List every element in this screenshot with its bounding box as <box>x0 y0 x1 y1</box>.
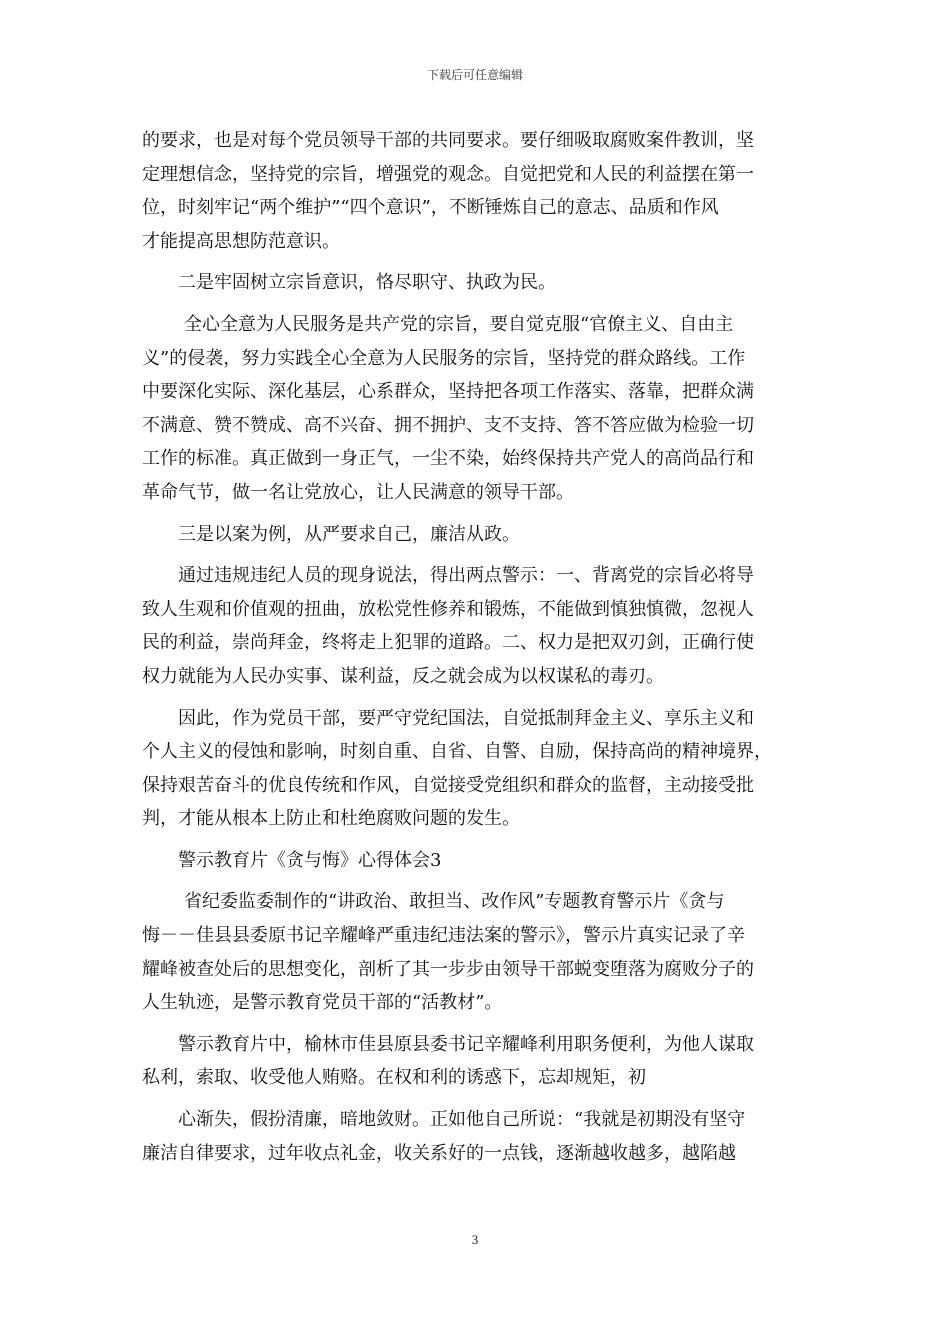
text-line: 因此，作为党员干部，要严守党纪国法，自觉抵制拜金主义、享乐主义和 <box>178 707 754 729</box>
text-line: 中要深化实际、深化基层，心系群众，坚持把各项工作落实、落靠，把群众满 <box>142 381 754 403</box>
text-line: 才能提高思想防范意识。 <box>142 230 340 252</box>
text-line: 警示教育片中，榆林市佳县原县委书记辛耀峰利用职务便利，为他人谋取 <box>178 1033 754 1055</box>
text-line: 致人生观和价值观的扭曲，放松党性修养和锻炼，不能做到慎独慎微，忽视人 <box>142 598 754 620</box>
text-line: 人生轨迹，是警示教育党员干部的“活教材”。 <box>142 992 503 1014</box>
text-line: 通过违规违纪人员的现身说法，得出两点警示：一、背离党的宗旨必将导 <box>178 565 754 587</box>
text-line: 工作的标准。真正做到一身正气，一尘不染，始终保持共产党人的高尚品行和 <box>142 448 754 470</box>
section-title: 警示教育片《贪与悔》心得体会3 <box>178 849 442 871</box>
text-line: 民的利益，崇尚拜金，终将走上犯罪的道路。二、权力是把双刃剑，正确行使 <box>142 632 754 654</box>
text-line: 保持艰苦奋斗的优良传统和作风，自觉接受党组织和群众的监督，主动接受批 <box>142 774 754 796</box>
text-line: 不满意、赞不赞成、高不兴奋、拥不拥护、支不支持、答不答应做为检验一切 <box>142 414 754 436</box>
text-line: 省纪委监委制作的“讲政治、敢担当、改作风”专题教育警示片《贪与 <box>184 891 725 913</box>
text-line: 廉洁自律要求，过年收点礼金，收关系好的一点钱，逐渐越收越多，越陷越 <box>142 1142 736 1164</box>
text-line: 悔－－佳县县委原书记辛耀峰严重违纪违法案的警示》，警示片真实记录了辛 <box>142 925 745 947</box>
section-heading: 二是牢固树立宗旨意识，恪尽职守、执政为民。 <box>178 272 556 294</box>
text-line: 心渐失，假扮清廉，暗地敛财。正如他自己所说：“我就是初期没有坚守 <box>178 1109 746 1131</box>
text-line: 位，时刻牢记“两个维护”“四个意识”，不断锤炼自己的意志、品质和作风 <box>142 197 719 219</box>
document-body <box>142 124 810 1170</box>
text-line: 定理想信念，坚持党的宗旨，增强党的观念。自觉把党和人民的利益摆在第一 <box>142 163 754 185</box>
text-line: 全心全意为人民服务是共产党的宗旨，要自觉克服“官僚主义、自由主 <box>184 313 734 335</box>
text-line: 私利，索取、收受他人贿赂。在权和利的诱惑下，忘却规矩，初 <box>142 1067 646 1089</box>
text-line: 耀峰被查处后的思想变化，剖析了其一步步由领导干部蜕变堕落为腐败分子的 <box>142 958 754 980</box>
text-line: 革命气节，做一名让党放心，让人民满意的领导干部。 <box>142 481 574 503</box>
section-heading: 三是以案为例，从严要求自己，廉洁从政。 <box>178 523 520 545</box>
text-line: 权力就能为人民办实事、谋利益，反之就会成为以权谋私的毒刃。 <box>142 665 664 687</box>
text-line: 个人主义的侵蚀和影响，时刻自重、自省、自警、自励，保持高尚的精神境界， <box>142 741 772 763</box>
page-header-note: 下载后可任意编辑 <box>426 68 523 82</box>
text-line: 判，才能从根本上防止和杜绝腐败问题的发生。 <box>142 808 520 830</box>
text-line: 的要求，也是对每个党员领导干部的共同要求。要仔细吸取腐败案件教训，坚 <box>142 130 754 151</box>
page-number: 3 <box>471 1232 479 1247</box>
text-line: 义”的侵袭，努力实践全心全意为人民服务的宗旨，坚持党的群众路线。工作 <box>142 347 746 369</box>
